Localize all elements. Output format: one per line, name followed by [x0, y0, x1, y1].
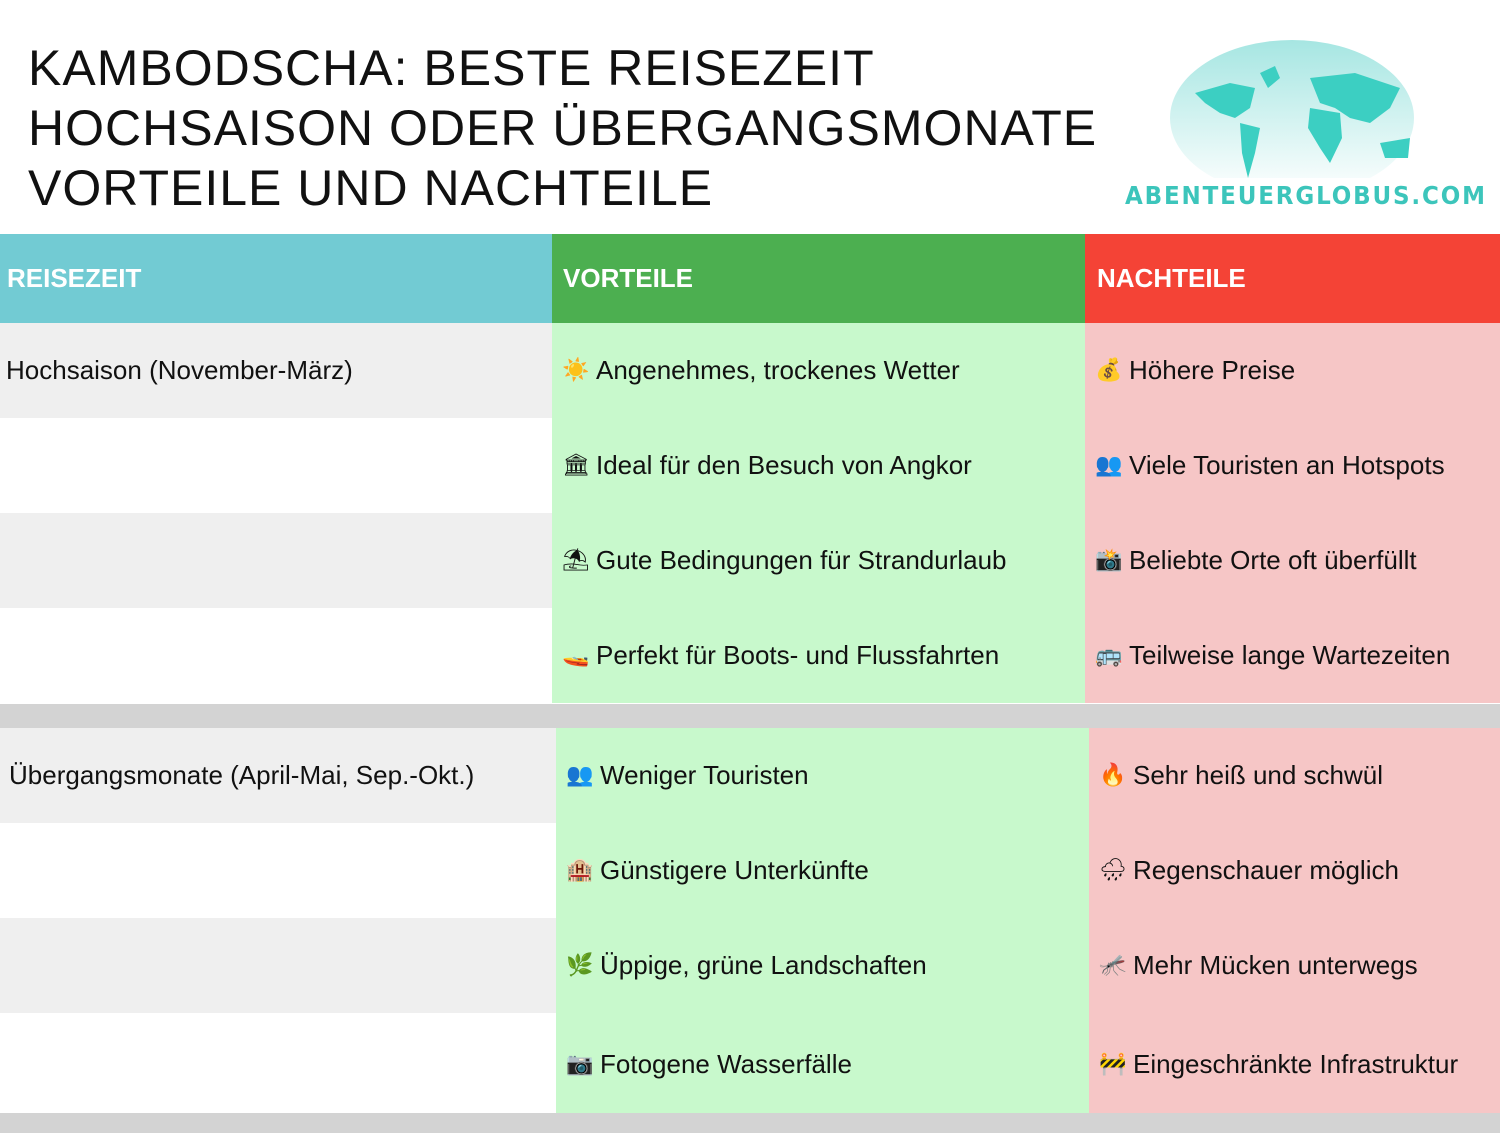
pro-text: Weniger Touristen	[600, 760, 809, 790]
con-text: Regenschauer möglich	[1133, 855, 1399, 885]
pro-emoji-icon: 🚤	[562, 643, 590, 668]
con-cell	[1089, 1013, 1500, 1115]
bottom-divider	[0, 1113, 1500, 1133]
title-line-3: VORTEILE UND NACHTEILE	[28, 160, 714, 216]
period-cell	[0, 608, 552, 703]
con-cell	[1089, 728, 1500, 823]
con-emoji-icon: 🦟	[1099, 953, 1127, 978]
pro-cell	[552, 418, 1085, 513]
con-text: Beliebte Orte oft überfüllt	[1129, 545, 1417, 575]
page-title	[28, 38, 1097, 218]
con-cell	[1085, 418, 1500, 513]
pro-cell	[556, 823, 1089, 918]
con-emoji-icon: 🚌	[1095, 643, 1123, 668]
title-line-2: HOCHSAISON ODER ÜBERGANGSMONATE	[28, 100, 1098, 156]
con-emoji-icon: 👥	[1095, 453, 1123, 478]
period-cell	[0, 323, 552, 418]
con-text: Mehr Mücken unterwegs	[1133, 950, 1418, 980]
period-cell	[0, 823, 556, 918]
pro-emoji-icon: 🏛	[562, 453, 590, 478]
con-text: Sehr heiß und schwül	[1133, 760, 1384, 790]
pro-cell	[556, 728, 1089, 823]
pro-cell	[552, 513, 1085, 608]
pro-emoji-icon: 👥	[566, 763, 594, 788]
pro-text: Perfekt für Boots- und Flussfahrten	[596, 640, 1000, 670]
header-reisezeit: REISEZEIT	[0, 234, 552, 323]
con-cell	[1089, 823, 1500, 918]
con-emoji-icon: 🔥	[1099, 763, 1127, 788]
pro-cell	[552, 323, 1085, 418]
period-cell	[0, 513, 552, 608]
con-cell	[1089, 918, 1500, 1013]
pro-text: Üppige, grüne Landschaften	[600, 950, 927, 980]
period-cell	[0, 1013, 556, 1115]
period-cell	[0, 728, 556, 823]
period-label: Hochsaison (November-März)	[6, 355, 353, 385]
con-emoji-icon: 🚧	[1099, 1051, 1127, 1077]
con-text: Teilweise lange Wartezeiten	[1129, 640, 1451, 670]
period-cell	[0, 418, 552, 513]
title-line-1: KAMBODSCHA: BESTE REISEZEIT	[28, 40, 875, 96]
section-divider	[0, 704, 1500, 728]
globe-map-icon	[1170, 38, 1415, 178]
pro-text: Gute Bedingungen für Strandurlaub	[596, 545, 1007, 575]
con-cell	[1085, 323, 1500, 418]
pro-cell	[556, 918, 1089, 1013]
con-text: Höhere Preise	[1129, 355, 1296, 385]
period-cell	[0, 918, 556, 1013]
pro-emoji-icon: 🌿	[566, 953, 594, 978]
logo	[1120, 38, 1487, 218]
con-cell	[1085, 513, 1500, 608]
header-nachteile: NACHTEILE	[1085, 234, 1500, 323]
con-text: Viele Touristen an Hotspots	[1129, 450, 1445, 480]
logo-text: ABENTEUERGLOBUS.COM	[1125, 181, 1487, 210]
pro-emoji-icon: 🏨	[566, 858, 594, 883]
con-emoji-icon: 🌧	[1099, 858, 1127, 883]
con-emoji-icon: 💰	[1095, 358, 1123, 383]
header-vorteile: VORTEILE	[552, 234, 1085, 323]
con-cell	[1085, 608, 1500, 703]
pro-text: Ideal für den Besuch von Angkor	[596, 450, 972, 480]
con-text: Eingeschränkte Infrastruktur	[1133, 1048, 1459, 1079]
pro-emoji-icon: ⛱	[562, 548, 590, 573]
pro-emoji-icon: 📷	[566, 1051, 594, 1077]
pro-cell	[552, 608, 1085, 703]
period-label: Übergangsmonate (April-Mai, Sep.-Okt.)	[9, 760, 475, 790]
pro-text: Günstigere Unterkünfte	[600, 855, 869, 885]
pro-text: Angenehmes, trockenes Wetter	[596, 355, 960, 385]
pro-emoji-icon: ☀️	[562, 358, 590, 383]
pro-text: Fotogene Wasserfälle	[600, 1048, 852, 1079]
con-emoji-icon: 📸	[1095, 548, 1123, 573]
pro-cell	[556, 1013, 1089, 1115]
